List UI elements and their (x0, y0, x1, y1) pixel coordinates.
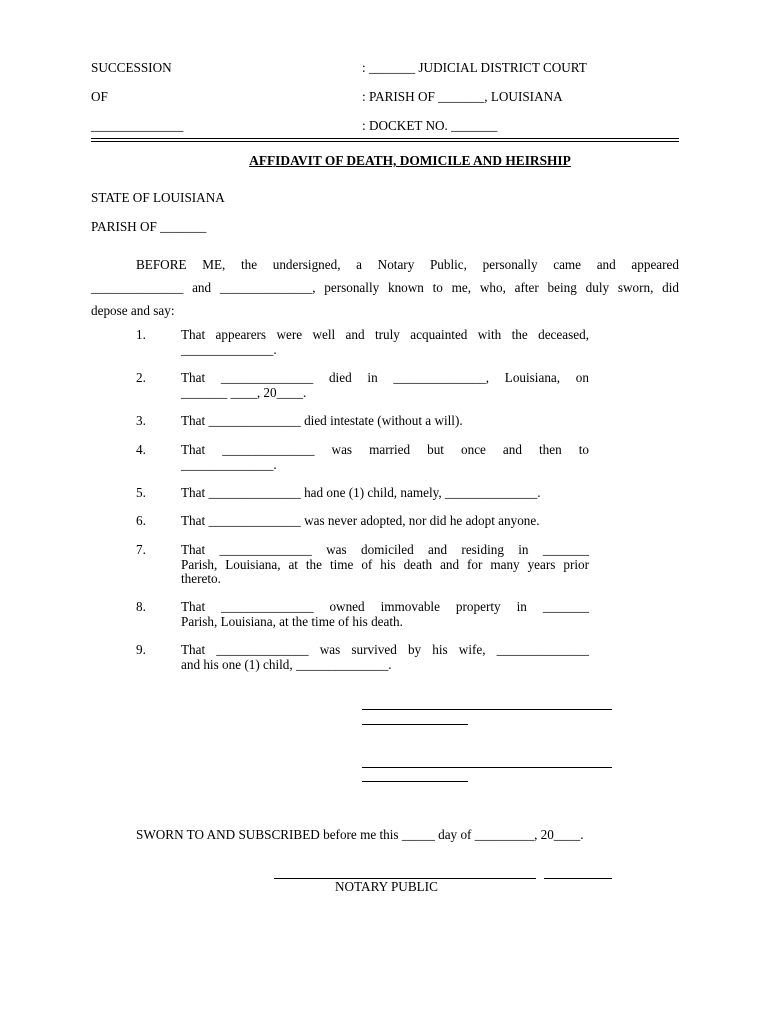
intro-line-2: ______________ and ______________, personally known to me, who, after being duly sworn, did (91, 280, 679, 295)
item-number: 6. (136, 513, 146, 528)
caption-decedent-blank: ______________ (91, 118, 184, 133)
item-text: That ______________ died intestate (without a will). (181, 413, 463, 428)
caption-succession: SUCCESSION (91, 60, 172, 75)
intro-line-3: depose and say: (91, 303, 175, 318)
item-text: thereto. (181, 571, 221, 586)
item-text: That ______________ was married but once and then to (181, 442, 589, 457)
item-text: That ______________ was survived by his wife, ______________ (181, 642, 589, 657)
item-number: 3. (136, 413, 146, 428)
item-number: 4. (136, 442, 146, 457)
item-text: That ______________ had one (1) child, namely, ______________. (181, 485, 541, 500)
item-text: That ______________ died in ______________, Louisiana, on (181, 370, 589, 385)
document-title: AFFIDAVIT OF DEATH, DOMICILE AND HEIRSHIP (249, 153, 571, 168)
affiant-1-name-line (362, 724, 468, 725)
item-number: 2. (136, 370, 146, 385)
item-text: _______ ____, 20____. (181, 385, 307, 400)
sworn-statement: SWORN TO AND SUBSCRIBED before me this _____ day of _________, 20____. (136, 827, 584, 842)
caption-divider-bottom (91, 141, 679, 142)
notary-id-line (544, 878, 612, 879)
affiant-2-name-line (362, 781, 468, 782)
item-text: That ______________ was never adopted, nor did he adopt anyone. (181, 513, 540, 528)
caption-parish: : PARISH OF _______, LOUISIANA (362, 89, 563, 104)
item-number: 1. (136, 327, 146, 342)
item-text: Parish, Louisiana, at the time of his death. (181, 614, 403, 629)
affiant-1-signature-line (362, 709, 612, 710)
intro-line-1: BEFORE ME, the undersigned, a Notary Public, personally came and appeared (136, 257, 679, 272)
item-number: 9. (136, 642, 146, 657)
caption-docket: : DOCKET NO. _______ (362, 118, 498, 133)
venue-state: STATE OF LOUISIANA (91, 190, 225, 205)
item-text: Parish, Louisiana, at the time of his death and for many years prior (181, 557, 589, 572)
caption-of: OF (91, 89, 108, 104)
item-number: 8. (136, 599, 146, 614)
item-text: That ______________ owned immovable property in _______ (181, 599, 589, 614)
affiant-2-signature-line (362, 767, 612, 768)
item-text: That appearers were well and truly acquainted with the deceased, (181, 327, 589, 342)
item-number: 7. (136, 542, 146, 557)
item-text: and his one (1) child, ______________. (181, 657, 392, 672)
item-text: ______________. (181, 342, 277, 357)
venue-parish: PARISH OF _______ (91, 219, 207, 234)
caption-divider-top (91, 138, 679, 139)
item-text: That ______________ was domiciled and residing in _______ (181, 542, 589, 557)
item-text: ______________. (181, 457, 277, 472)
item-number: 5. (136, 485, 146, 500)
notary-public-label: NOTARY PUBLIC (335, 879, 438, 894)
caption-court: : _______ JUDICIAL DISTRICT COURT (362, 60, 587, 75)
